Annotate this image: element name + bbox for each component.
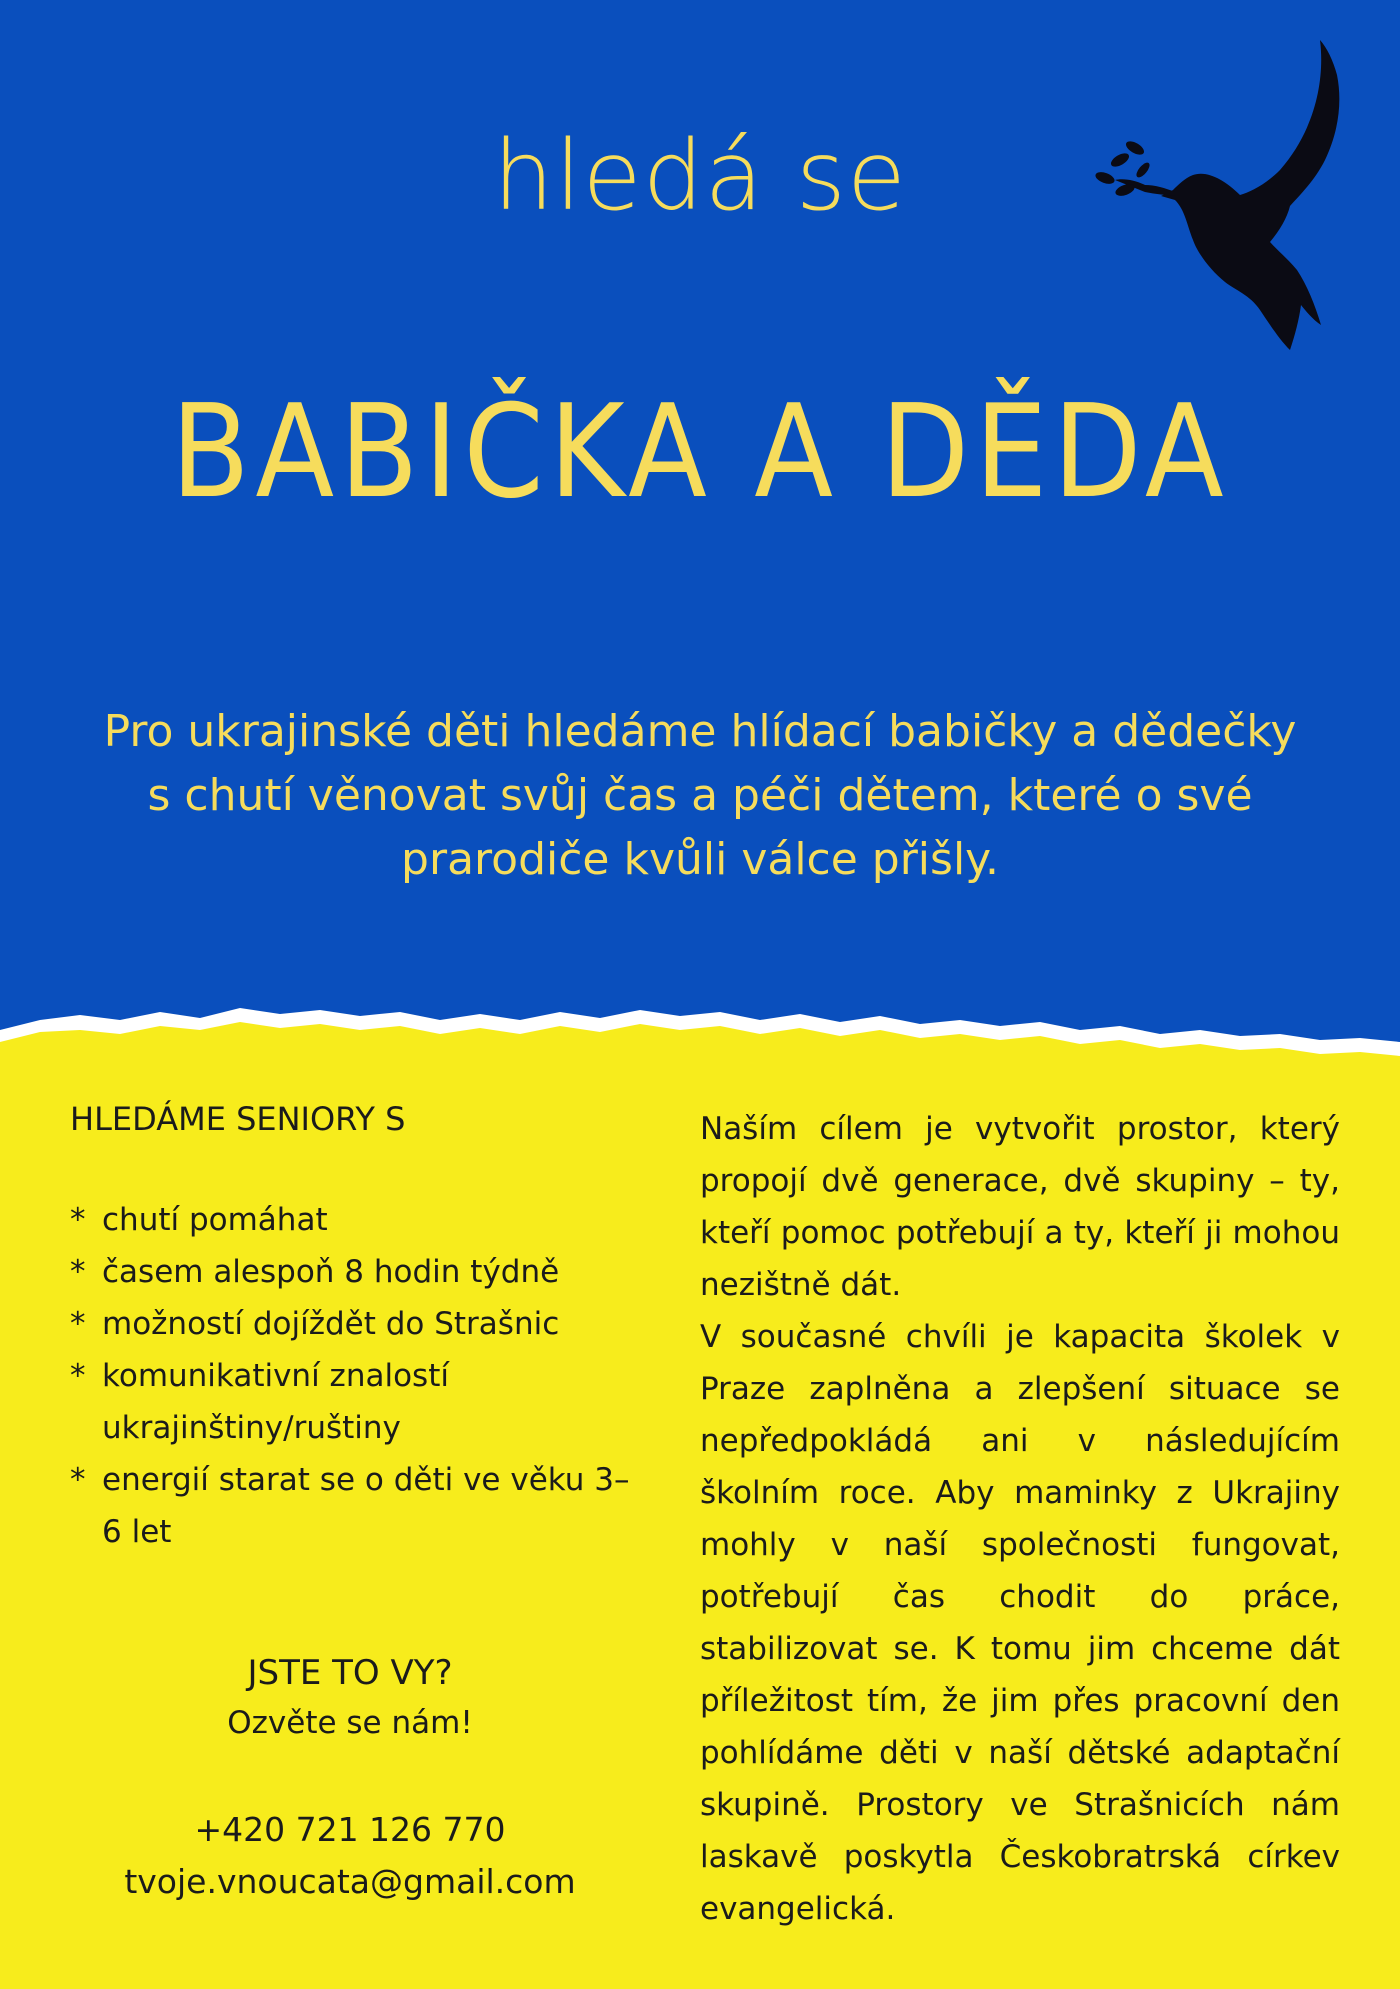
list-item-text: možností dojíždět do Strašnic xyxy=(102,1306,560,1342)
contact-phone[interactable]: +420 721 126 770 xyxy=(194,1810,506,1849)
list-item xyxy=(70,1350,630,1454)
contact-block xyxy=(70,1648,630,1908)
seekers-list xyxy=(70,1194,630,1558)
page-title: BABIČKA A DĚDA xyxy=(170,378,1230,527)
list-item xyxy=(70,1454,630,1558)
seekers-section xyxy=(70,1100,630,1558)
list-item-text: časem alespoň 8 hodin týdně xyxy=(102,1254,560,1290)
kicker-text: hledá se xyxy=(493,120,907,232)
description-paragraph: Naším cílem je vytvořit prostor, který propojí dvě generace, dvě skupiny – ty, kteří pomoc potřebují a ty, kteří ji mohou nezištně dát. xyxy=(700,1111,1340,1303)
torn-paper-edge xyxy=(0,990,1400,1090)
contact-question: JSTE TO VY? xyxy=(247,1653,453,1693)
intro-line: Pro ukrajinské děti hledáme hlídací babičky a dědečky xyxy=(103,706,1297,757)
intro-line: s chutí věnovat svůj čas a péči dětem, které o své xyxy=(147,770,1253,821)
list-item-text: energií starat se o děti ve věku 3–6 let xyxy=(102,1462,630,1550)
list-item xyxy=(70,1246,630,1298)
bullet-mark: * xyxy=(70,1306,86,1342)
list-item xyxy=(70,1194,630,1246)
bullet-mark: * xyxy=(70,1202,86,1238)
list-item-text: komunikativní znalostí ukrajinštiny/ruštiny xyxy=(102,1358,449,1446)
contact-email[interactable]: tvoje.vnoucata@gmail.com xyxy=(124,1862,576,1901)
list-item-text: chutí pomáhat xyxy=(102,1202,328,1238)
description-section xyxy=(700,1103,1340,1935)
bullet-mark: * xyxy=(70,1254,86,1290)
intro-line: prarodiče kvůli válce přišly. xyxy=(401,834,999,885)
description-paragraph: V současné chvíli je kapacita školek v Praze zaplněna a zlepšení situace se nepředpokládá ani v následujícím školním roce. Aby maminky z Ukrajiny mohly v naší společnosti fungovat, potřebují čas chodit do práce, stabilizovat se. K tomu jim chceme dát příležitost tím, že jim přes pracovní den pohlídáme děti v naší dětské adaptační skupině. Prostory ve Strašnicích nám laskavě poskytla Českobratrská církev evangelická. xyxy=(700,1319,1340,1927)
bullet-mark: * xyxy=(70,1462,86,1498)
seekers-heading: HLEDÁME SENIORY S xyxy=(70,1100,406,1138)
contact-call-to-action: Ozvěte se nám! xyxy=(227,1705,473,1741)
intro-text xyxy=(60,700,1340,892)
list-item xyxy=(70,1298,630,1350)
bullet-mark: * xyxy=(70,1358,86,1394)
